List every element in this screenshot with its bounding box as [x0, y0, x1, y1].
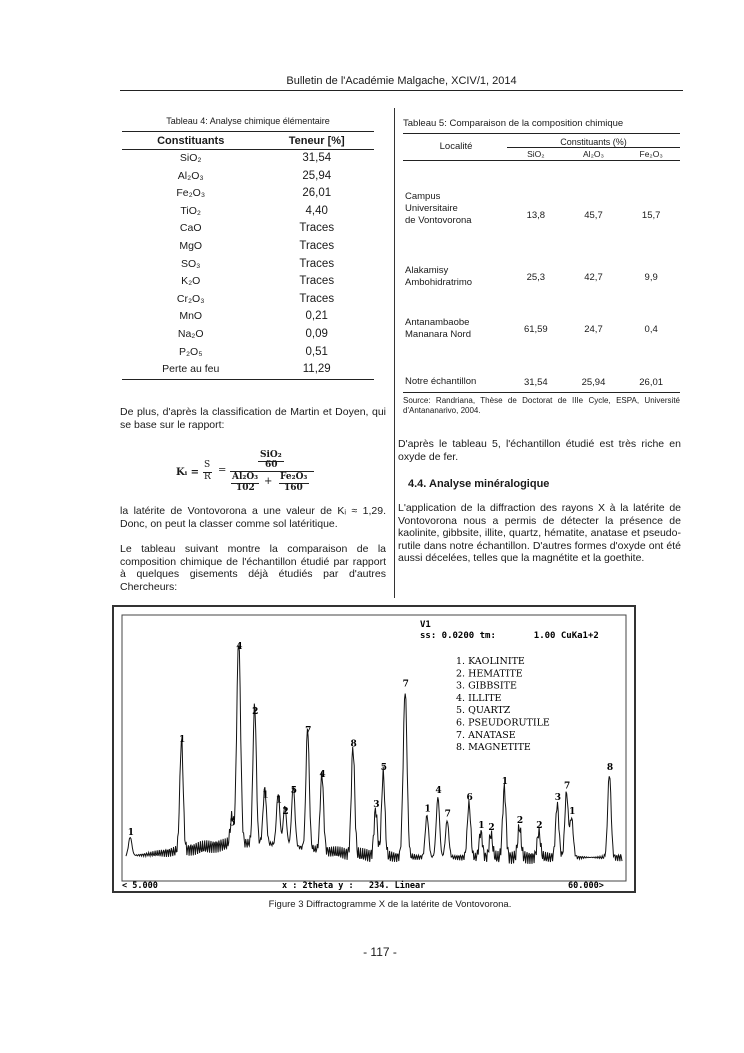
- teneur-cell: 25,94: [302, 169, 332, 182]
- right-paragraph-1: D'après le tableau 5, l'échantillon étudié est très riche en oxyde de fer.: [398, 438, 681, 463]
- table-5-subheader: Fe₂O₃: [622, 148, 680, 161]
- legend-entry: 7. ANATASE: [456, 729, 516, 741]
- constituant-cell: Cr₂O₃: [176, 292, 205, 305]
- table-row: [122, 150, 374, 168]
- localite-cell: [403, 233, 507, 295]
- peak-label: 2: [252, 707, 259, 718]
- diffractogram-figure: [112, 605, 636, 893]
- table-row: [403, 347, 680, 393]
- figure-caption: Figure 3 Diffractogramme X de la latérite de Vontovorona.: [268, 899, 512, 910]
- value-cell: 61,59: [523, 323, 548, 335]
- legend-entry: 2. HEMATITE: [456, 668, 523, 680]
- peak-label: 5: [380, 762, 387, 773]
- constituant-cell: Na₂O: [177, 327, 204, 340]
- table-row: [403, 161, 680, 233]
- teneur-cell: 0,51: [305, 345, 328, 358]
- peak-label: 8: [606, 762, 614, 773]
- legend-entry: 1. KAOLINITE: [456, 656, 525, 667]
- plot-bottom-left: < 5.000: [122, 881, 158, 891]
- localite-line: Antanambaobe: [405, 316, 470, 328]
- peak-label: 7: [305, 725, 312, 736]
- table-4-header-teneur: Teneur [%]: [259, 132, 374, 150]
- table-row: [122, 220, 374, 238]
- table-4-caption: Tableau 4: Analyse chimique élémentaire: [166, 116, 330, 126]
- peak-label: 1: [127, 827, 134, 838]
- constituant-cell: MnO: [179, 310, 203, 323]
- peak-label: 1: [569, 807, 576, 817]
- peak-label: 3: [373, 800, 380, 810]
- formula-s: S: [204, 460, 211, 470]
- peak-label: 1: [501, 776, 509, 787]
- teneur-cell: 0,21: [305, 310, 328, 323]
- localite-cell: [403, 295, 507, 347]
- value-cell: 26,01: [622, 347, 680, 393]
- peak-label: 1: [262, 790, 269, 801]
- constituant-cell: Fe₂O₃: [176, 187, 206, 200]
- teneur-cell: 11,29: [259, 361, 374, 379]
- value-cell: 31,54: [507, 347, 565, 393]
- teneur-cell: Traces: [299, 239, 335, 252]
- diffractogram-plot: [114, 607, 634, 891]
- peak-label: 8: [350, 739, 357, 750]
- plot-top-line-2: ss: 0.0200 tm: 1.00 CuKa1+2: [420, 631, 599, 641]
- localite-line: Ambohidratrimo: [405, 276, 473, 288]
- peak-label: 1: [424, 804, 431, 815]
- table-5-source: Source: Randriana, Thèse de Doctorat de IIIe Cycle, ESPA, Université d'Antananarivo, 2004.: [403, 396, 680, 415]
- table-row: [122, 238, 374, 256]
- value-cell: 13,8: [526, 209, 546, 221]
- table-5-grid: [403, 134, 680, 393]
- teneur-cell: Traces: [299, 222, 335, 235]
- legend-entry: 3. GIBBSITE: [456, 680, 517, 692]
- localite-line: Universitaire: [405, 202, 458, 214]
- constituant-cell: TiO₂: [180, 204, 202, 217]
- constituant-cell: Perte au feu: [122, 361, 259, 379]
- value-cell: 24,7: [584, 323, 603, 335]
- page-number: - 117 -: [363, 945, 397, 959]
- formula-lhs: Kᵢ =: [176, 467, 199, 478]
- table-row: [403, 233, 680, 295]
- plot-top-line-1: V1: [420, 620, 431, 630]
- peak-label: 5: [290, 786, 298, 797]
- constituant-cell: K₂O: [181, 275, 201, 288]
- peak-label: 7: [444, 809, 451, 820]
- localite-line: Mananara Nord: [405, 328, 472, 340]
- table-row: [403, 295, 680, 347]
- peak-label: 2: [488, 823, 495, 834]
- peak-label: 7: [402, 679, 409, 690]
- constituant-cell: SO₃: [180, 257, 201, 270]
- peak-label: 6: [466, 793, 473, 803]
- table-row: [122, 308, 374, 326]
- table-4-grid: [122, 131, 374, 380]
- table-5-header-group: Constituants (%): [560, 137, 627, 147]
- legend-entry: 8. MAGNETITE: [456, 742, 531, 754]
- formula-al2o3: Al₂O₃: [232, 472, 259, 482]
- localite-line: Alakamisy: [405, 264, 449, 276]
- table-row: [122, 256, 374, 274]
- formula-fe2o3: Fe₂O₃: [280, 472, 308, 482]
- peak-label: 2: [536, 820, 543, 831]
- teneur-cell: 31,54: [302, 152, 332, 164]
- value-cell: 9,9: [644, 271, 658, 283]
- plot-bottom-mid: x : 2theta y : 234. Linear: [282, 881, 426, 891]
- running-header: Bulletin de l'Académie Malgache, XCIV/1, 2014: [286, 75, 517, 87]
- left-paragraph-3: Le tableau suivant montre la comparaison de la composition chimique de l'échantillon étudié par rapport à quelques gisements déjà étudiés par d'autres Chercheurs:: [120, 543, 386, 593]
- peak-label: 4: [319, 769, 326, 780]
- teneur-cell: 26,01: [302, 187, 332, 200]
- table-row: [122, 326, 374, 344]
- localite-line: de Vontovorona: [405, 214, 472, 226]
- formula-r: R: [204, 472, 211, 482]
- peak-label: 1: [179, 735, 186, 745]
- legend-entry: 4. ILLITE: [456, 692, 502, 704]
- constituant-cell: MgO: [179, 239, 203, 252]
- table-5-subheader: Al₂O₃: [565, 148, 623, 161]
- localite-line: Notre échantillon: [405, 376, 477, 387]
- peak-label: 7: [564, 781, 571, 792]
- table-5-header-localite: Localité: [403, 134, 507, 161]
- localite-cell: [403, 347, 507, 393]
- section-heading: 4.4. Analyse minéralogique: [408, 478, 550, 490]
- peak-label: 5: [229, 818, 236, 829]
- table-row: [122, 168, 374, 186]
- plot-bottom-right: 60.000>: [568, 881, 604, 891]
- left-paragraph-1: De plus, d'après la classification de Martin et Doyen, qui se base sur le rapport:: [120, 406, 386, 431]
- constituant-cell: Al₂O₃: [177, 169, 204, 182]
- constituant-cell: SiO₂: [179, 152, 202, 164]
- table-4: [122, 116, 374, 380]
- legend-entry: 5. QUARTZ: [456, 705, 511, 717]
- column-divider: [394, 108, 395, 598]
- table-5: [403, 118, 680, 416]
- peak-label: 3: [554, 793, 562, 803]
- value-cell: 0,4: [644, 323, 658, 335]
- plot-frame: [122, 615, 626, 881]
- value-cell: 25,94: [565, 347, 623, 393]
- table-4-header-constituants: Constituants: [122, 132, 259, 150]
- peak-label: 2: [516, 816, 524, 827]
- formula-60: 60: [265, 460, 278, 470]
- peak-label: 4: [435, 786, 442, 797]
- localite-line: Campus: [405, 190, 441, 202]
- table-5-caption: Tableau 5: Comparaison de la composition chimique: [403, 118, 680, 134]
- formula-plus: +: [264, 476, 273, 487]
- peak-label: 4: [236, 642, 243, 653]
- teneur-cell: 4,40: [305, 204, 328, 217]
- constituant-cell: CaO: [179, 222, 202, 235]
- teneur-cell: Traces: [299, 275, 335, 288]
- peak-label: 1: [478, 820, 485, 831]
- table-row: [122, 203, 374, 221]
- table-row: [122, 291, 374, 309]
- formula-160: 160: [284, 483, 303, 493]
- value-cell: 15,7: [641, 209, 661, 221]
- left-paragraph-2: la latérite de Vontovorona a une valeur de Kᵢ ≈ 1,29. Donc, on peut la classer comme sol latéritique.: [120, 505, 386, 530]
- formula-102: 102: [236, 483, 255, 493]
- value-cell: 25,3: [526, 271, 546, 283]
- localite-cell: [403, 161, 507, 233]
- peak-label: 2: [282, 807, 289, 817]
- table-row: [122, 273, 374, 291]
- teneur-cell: 0,09: [305, 327, 328, 340]
- legend-entry: 6. PSEUDORUTILE: [456, 717, 550, 729]
- peak-label: 1: [275, 795, 282, 806]
- table-5-subheader: SiO₂: [507, 148, 565, 161]
- right-paragraph-2: L'application de la diffraction des rayons X à la latérite de Vontovorona nous a permis de détecter la présence de kaolinite, gibbsite, illite, quartz, hématite, anatase et pseudo-rutile dans notre échantillon. D'autres formes d'oxyde ont été aussi décelées, telles que la magnétite et la goethite.: [398, 502, 681, 564]
- ki-formula: [176, 450, 326, 495]
- formula-eq: =: [218, 465, 227, 476]
- diffraction-trace: [126, 645, 622, 864]
- table-row: [122, 344, 374, 362]
- teneur-cell: Traces: [299, 292, 335, 305]
- teneur-cell: Traces: [299, 257, 335, 270]
- table-row: [122, 185, 374, 203]
- value-cell: 45,7: [584, 209, 603, 221]
- formula-sio2: SiO₂: [260, 450, 282, 460]
- header-rule: [120, 90, 683, 91]
- value-cell: 42,7: [584, 271, 603, 283]
- constituant-cell: P₂O₅: [178, 345, 203, 358]
- table-row: [122, 361, 374, 379]
